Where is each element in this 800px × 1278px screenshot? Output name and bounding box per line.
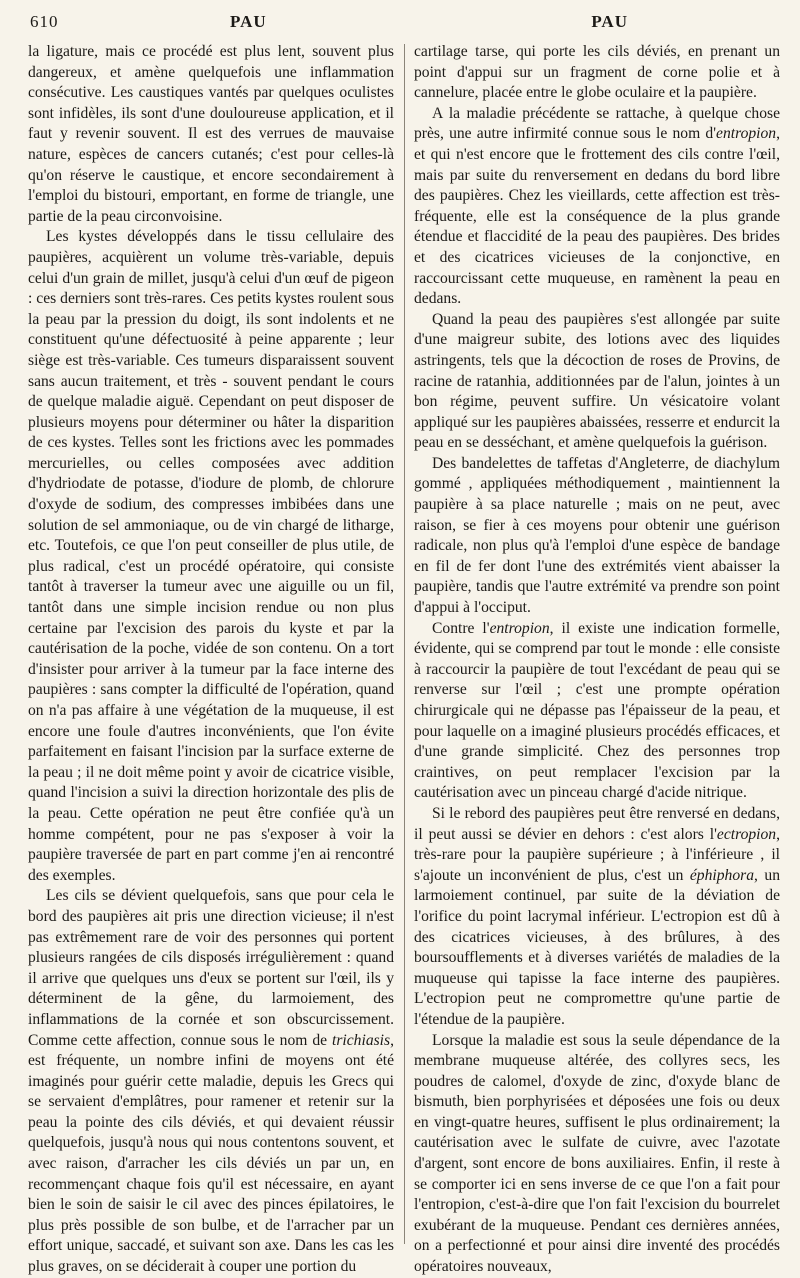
paragraph: Si le rebord des paupières peut être renversé en dedans, il peut aussi se dévier en dehors : c'est alors l'ectropion, très-rare pour la paupière supérieure ; à l'inférieure , il s'ajoute un inconvénient de plus, c'est un éphiphora, un larmoiement continuel, par suite de la déviation de l'orifice du point lacrymal inférieur. L'ectropion est dû à des cicatrices vicieuses, à des brûlures, à des boursoufflements et à diverses variétés de maladies de la muqueuse qui tapisse la face interne des paupières. L'ectropion peut ne compromettre qu'une partie de l'étendue de la paupière.	[414, 804, 780, 1028]
left-column	[28, 42, 394, 1276]
paragraph: Lorsque la maladie est sous la seule dépendance de la membrane muqueuse altérée, des collyres secs, les poudres de calomel, d'oxyde de zinc, d'oxyde blanc de bismuth, bien porphyrisées et déposées une fois ou deux en vingt-quatre heures, suffisent le plus ordinairement; la cautérisation avec le sulfate de cuivre, avec l'azotate d'argent, sont encore de bons auxiliaires. Enfin, il reste à se comporter ici en sens inverse de ce que l'on a fait pour l'entropion, c'est-à-dire que l'on fait l'excision du bourrelet exubérant de la muqueuse. Pendant ces dernières années, on a perfectionné et pour ainsi dire inventé des procédés opératoires nouveaux,	[414, 1031, 780, 1276]
paragraph: A la maladie précédente se rattache, à quelque chose près, une autre infirmité connue sous le nom d'entropion, et qui n'est encore que le frottement des cils contre l'œil, mais par suite du renversement en dedans du bord libre des paupières. Chez les vieillards, cette affection est très-fréquente, elle est la conséquence de la plus grande étendue et flaccidité de la peau des paupières. Des brides et des cicatrices vicieuses de la conjonctive, en raccourcissant cette muqueuse, en ramènent la peau en dedans.	[414, 104, 780, 308]
right-column	[414, 42, 780, 1276]
paragraph: Quand la peau des paupières s'est allongée par suite d'une maigreur subite, des lotions avec des liquides astringents, tels que la décoction de roses de Provins, de racine de ratanhia, additionnées par de l'alun, jointes à un bon régime, peuvent suffire. Un vésicatoire volant appliqué sur les paupières abaissées, resserre et endurcit la peau en se desséchant, et amène quelquefois la guérison.	[414, 310, 780, 452]
running-title-right: PAU	[591, 12, 628, 31]
paragraph: Contre l'entropion, il existe une indication formelle, évidente, qui se comprend par tout le monde : elle consiste à raccourcir la paupière de tout l'excédant de peau qui se renverse sur l'œil ; c'est une prompte opération chirurgicale qui ne dépasse pas l'épaisseur de la peau, et pour laquelle on a imaginé plusieurs procédés efficaces, et d'une grande simplicité. Chez des personnes trop craintives, on peut remplacer l'excision par la cautérisation avec un pinceau chargé d'acide nitrique.	[414, 619, 780, 802]
paragraph: cartilage tarse, qui porte les cils déviés, en prenant un point d'appui sur un fragment de corne polie et à cannelure, placée entre le globe oculaire et la paupière.	[414, 43, 780, 102]
paragraph: Les kystes développés dans le tissu cellulaire des paupières, acquièrent un volume très-variable, depuis celui d'un grain de millet, jusqu'à celui d'un œuf de pigeon : ces derniers sont très-rares. Ces petits kystes roulent sous la peau par la pression du doigt, ils sont indolents et ne constituent qu'une défectuosité à peine apparente ; leur siège est très-variable. Ces tumeurs disparaissent souvent sans aucun traitement, et très - souvent pendant le cours de quelque maladie aiguë. Cependant on peut disposer de plusieurs moyens pour déterminer ou hâter la disparition de ces kystes. Telles sont les frictions avec les pommades mercurielles, ou celles composées avec addition d'hydriodate de potasse, d'iodure de plomb, de chlorure d'oxyde de sodium, des compresses imbibées dans une solution de sel ammoniaque, ou de vin chargé de litharge, etc. Toutefois, ce que l'on peut conseiller de plus utile, de plus radical, c'est un procédé opératoire, qui consiste tantôt à traverser la tumeur avec une aiguille ou un fil, tantôt dans une simple incision rendue ou non plus certaine par l'excision des parois du kyste et par la cautérisation de la poche, vidée de son contenu. On a tort d'insister pour arriver à la tumeur par la face interne des paupières : sans compter la difficulté de l'opération, quand on n'a pas affaire à une végétation de la muqueuse, il est encore une foule d'autres inconvénients, que l'on évite parfaitement en faisant l'incision par la surface externe de la peau ; il ne doit même point y avoir de cicatrice visible, quand l'incision a suivi la direction horizontale des plis de la peau. Cette opération ne peut être confiée qu'à un homme compétent, pour ne pas s'exposer à voir la paupière traversée de part en part comme j'en ai rencontré des exemples.	[28, 228, 394, 884]
running-header	[30, 12, 778, 40]
paragraph: Les cils se dévient quelquefois, sans que pour cela le bord des paupières ait pris une direction vicieuse; il n'est pas extrêmement rare de voir des personnes qui portent plusieurs rangées de cils disposés irrégulièrement : quand il arrive que quelques uns d'eux se portent sur l'œil, ils y déterminent de la gêne, du larmoiement, des inflammations de la cornée et son obscurcissement. Comme cette affection, connue sous le nom de trichiasis, est fréquente, un nombre infini de moyens ont été imaginés pour guérir cette maladie, depuis les Grecs qui se servaient d'emplâtres, pour ramener et retenir sur la peau la pointe des cils déviés, et qui devaient réussir quelquefois, jusqu'à nous qui nous contentons souvent, et avec raison, d'arracher les cils déviés un par un, en recommençant chaque fois qu'il est nécessaire, en ayant bien le soin de saisir le cil avec des pinces épilatoires, le plus près possible de son bulbe, et de l'arracher par un effort unique, saccadé, et suivant son axe. Dans les cas les plus graves, on se déciderait à couper une portion du	[28, 887, 394, 1276]
column-divider	[404, 44, 405, 1244]
page-number: 610	[30, 12, 59, 31]
running-title-left: PAU	[230, 12, 267, 31]
paragraph: la ligature, mais ce procédé est plus lent, souvent plus dangereux, et amène quelquefois une inflammation consécutive. Les caustiques vantés par quelques oculistes sont infidèles, ils sont d'une douloureuse application, et il faut y revenir souvent. Il est des verrues de mauvaise nature, espèces de cancers cutanés; c'est pour celles-là qu'on réserve le caustique, et encore secondairement à l'emploi du bistouri, emportant, en forme de triangle, une partie de la peau circonvoisine.	[28, 43, 394, 225]
paragraph: Des bandelettes de taffetas d'Angleterre, de diachylum gommé , appliquées méthodiquement , maintiennent la paupière à sa place naturelle ; mais on ne peut, avec raison, se fier à ces moyens pour obtenir une guérison radicale, non plus qu'à l'emploi d'une espèce de bandage en fil de fer dont l'une des extrémités vient abaisser la paupière, tandis que l'autre extrémité va prendre son point d'appui à l'occiput.	[414, 454, 780, 617]
